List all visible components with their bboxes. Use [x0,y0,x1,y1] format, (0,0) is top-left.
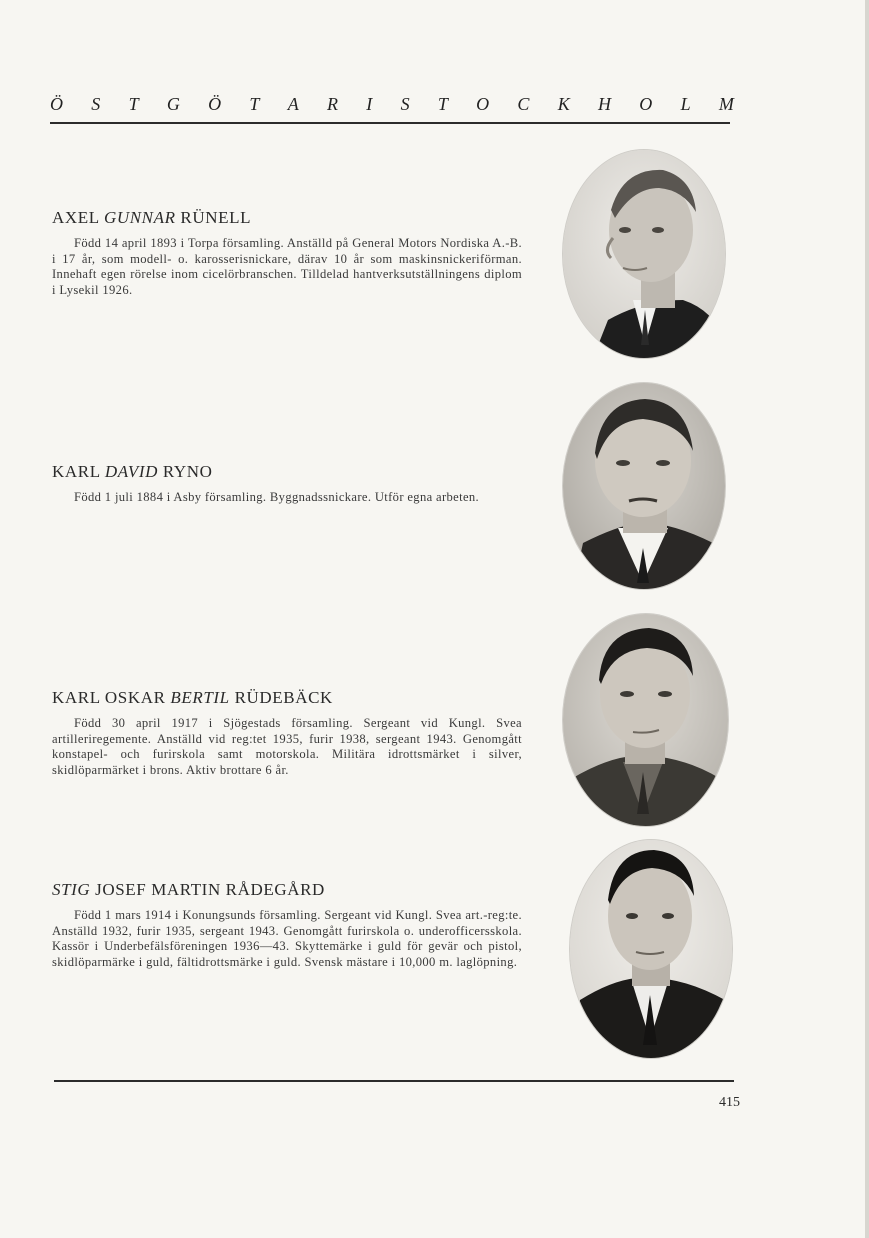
footer-rule [54,1080,734,1082]
running-head-letter: O [476,94,490,114]
running-head [50,94,734,115]
portrait-photo-image [563,150,725,358]
running-head-letter: R [327,94,338,114]
name-part: AXEL [52,208,100,227]
entry-name [52,462,522,482]
entry-bio: Född 1 juli 1884 i Asby församling. Byggnadssnickare. Utför egna arbeten. [74,490,480,504]
biography-entry [52,462,522,506]
entry-bio: Född 30 april 1917 i Sjögestads församling. Sergeant vid Kungl. Svea artilleriregemente. Anställd vid reg:tet 1935, furir 1938, sergeant 1943. Genomgått konstapel- och furirskola samt motorskola. Militära idrottsmärket i silver, skidlöparmärket i brons. Aktiv brottare 6 år. [52,716,522,777]
name-part-italic: DAVID [104,462,159,481]
running-head-letter: Ö [50,94,63,114]
running-head-letter: G [166,94,180,114]
portrait-photo [570,840,732,1058]
running-head-letter: T [128,94,139,114]
running-head-letter: T [437,94,448,114]
portrait-photo-image [563,614,728,826]
running-head-letter: C [517,94,530,114]
name-part: RYNO [162,462,213,481]
entry-name [52,880,522,900]
entry-bio: Född 1 mars 1914 i Konungsunds församling. Sergeant vid Kungl. Svea art.-reg:te. Anställd 1932, furir 1935, sergeant 1943. Genomgått furirskola o. underofficersskola. Kassör i Underbefälsföreningen 1936—43. Skyttemärke i guld för gevär och pistol, skidlöparmärke i guld, fältidrottsmärke i guld. Svensk mästare i 10,000 m. laglöpning. [52,908,522,969]
entry-name [52,688,522,708]
portrait-photo [563,614,728,826]
name-part-italic: STIG [52,880,91,899]
running-head-letter: S [400,94,410,114]
name-part-italic: BERTIL [170,688,230,707]
running-head-letter: A [287,94,299,114]
entry-name [52,208,522,228]
name-part: JOSEF MARTIN RÅDEGÅRD [95,880,325,899]
running-head-letter: K [557,94,570,114]
name-part: KARL [52,462,101,481]
portrait-photo [563,383,725,589]
biography-entry [52,880,522,970]
running-head-letter: I [366,94,373,114]
running-head-letter: M [718,94,734,114]
biography-entry [52,688,522,778]
name-part-italic: GUNNAR [103,208,176,227]
running-head-letter: O [639,94,653,114]
header-rule [50,122,730,124]
portrait-photo [563,150,725,358]
biography-entry [52,208,522,298]
running-head-letter: T [249,94,260,114]
name-part: KARL OSKAR [52,688,166,707]
running-head-letter: H [598,94,612,114]
running-head-letter: L [680,94,691,114]
portrait-photo-image [563,383,725,589]
page-number: 415 [719,1095,740,1110]
portrait-photo-image [570,840,732,1058]
name-part: RÜNELL [180,208,252,227]
running-head-letter: Ö [208,94,222,114]
entry-bio: Född 14 april 1893 i Torpa församling. Anställd på General Motors Nordiska A.-B. i 17 år, som modell- o. karosserisnickare, därav 10 år som maskinsnickeriförman. Innehaft egen rörelse inom cicelörbranschen. Tilldelad hantverksutställningens diplom i Lysekil 1926. [52,236,522,297]
page-edge [865,0,869,1238]
name-part: RÜDEBÄCK [234,688,333,707]
running-head-letter: S [91,94,101,114]
